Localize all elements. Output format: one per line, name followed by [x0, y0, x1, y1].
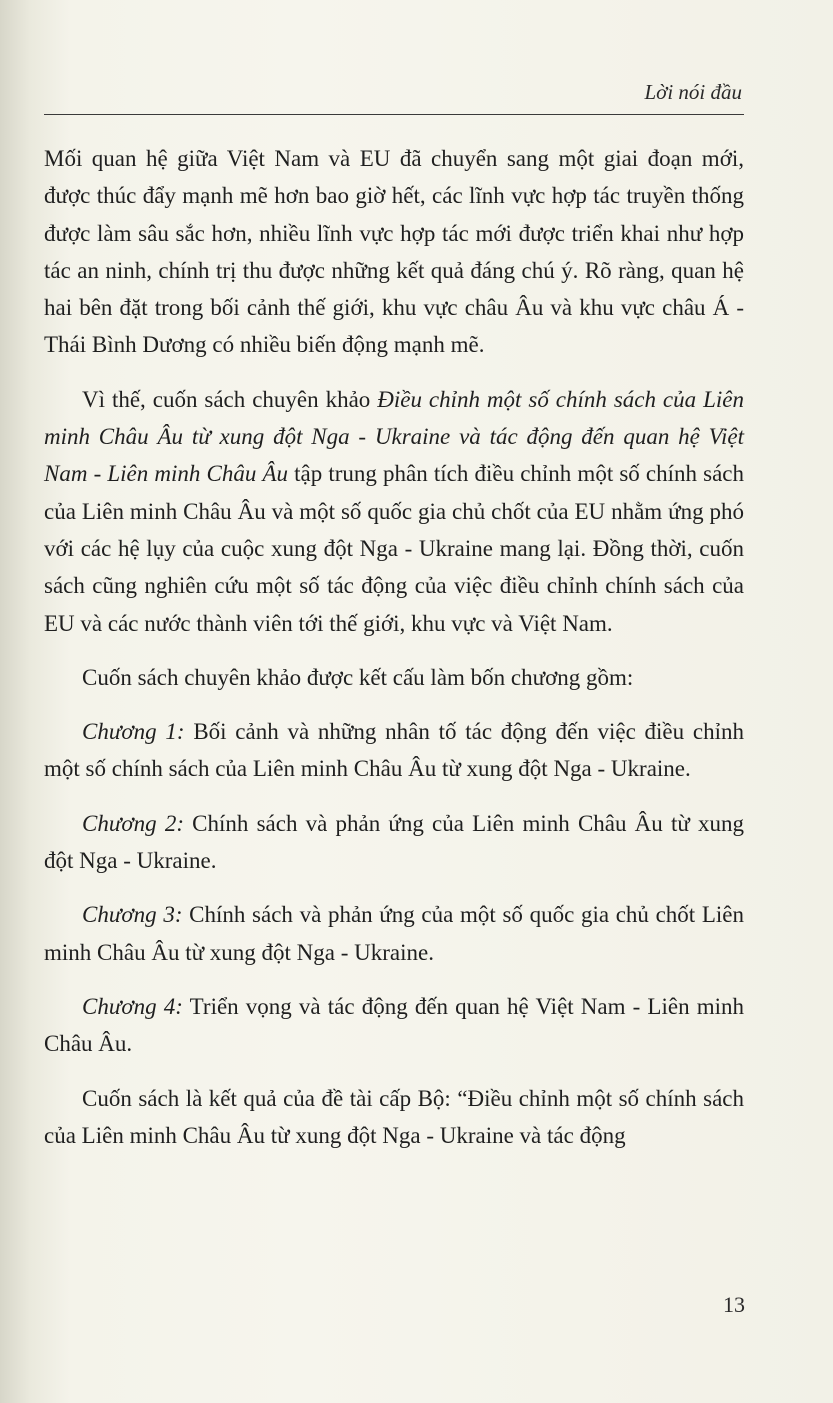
chapter-text: Chính sách và phản ứng của Liên minh Châu Âu từ xung đột Nga - Ukraine. [44, 810, 744, 874]
paragraph-rest-text: tập trung phân tích điều chỉnh một số chính sách của Liên minh Châu Âu và một số quốc gia chủ chốt của EU nhằm ứng phó với các hệ lụy của cuộc xung đột Nga - Ukraine mang lại. Đồng thời, cuốn sách cũng nghiên cứu một số tác động của việc điều chỉnh chính sách của EU và các nước thành viên tới thế giới, khu vực và Việt Nam. [44, 461, 744, 636]
page-number: 13 [723, 1292, 745, 1317]
chapter-item-4 [44, 988, 744, 1063]
chapter-text: Triển vọng và tác động đến quan hệ Việt Nam - Liên minh Châu Âu. [44, 993, 744, 1057]
chapter-item-2 [44, 805, 744, 880]
paragraph-lead-text: Vì thế, cuốn sách chuyên khảo [82, 386, 378, 412]
chapter-label: Chương 3: [82, 902, 183, 928]
chapter-label: Chương 2: [82, 810, 184, 836]
paragraph-book-description [44, 381, 744, 642]
book-title: Điều chỉnh một số chính sách của Liên minh Châu Âu từ xung đột Nga - Ukraine và tác động đến quan hệ Việt Nam - Liên minh Châu Âu [44, 386, 744, 487]
header-title: Lời nói đầu [644, 80, 742, 104]
page-body [44, 140, 744, 1171]
running-header [44, 74, 744, 115]
chapter-label: Chương 1: [82, 719, 185, 745]
chapter-item-3 [44, 896, 744, 971]
paragraph-intro: Mối quan hệ giữa Việt Nam và EU đã chuyển sang một giai đoạn mới, được thúc đẩy mạnh mẽ hơn bao giờ hết, các lĩnh vực hợp tác truyền thống được làm sâu sắc hơn, nhiều lĩnh vực hợp tác mới được triển khai như hợp tác an ninh, chính trị thu được những kết quả đáng chú ý. Rõ ràng, quan hệ hai bên đặt trong bối cảnh thế giới, khu vực châu Âu và khu vực châu Á - Thái Bình Dương có nhiều biến động mạnh mẽ. [44, 146, 744, 358]
chapter-label: Chương 4: [82, 993, 183, 1019]
chapter-text: Bối cảnh và những nhân tố tác động đến việc điều chỉnh một số chính sách của Liên minh Châu Âu từ xung đột Nga - Ukraine. [44, 719, 744, 782]
chapter-item-1 [44, 713, 744, 788]
paragraph-structure: Cuốn sách chuyên khảo được kết cấu làm bốn chương gồm: [82, 664, 634, 690]
chapter-text: Chính sách và phản ứng của một số quốc gia chủ chốt Liên minh Châu Âu từ xung đột Nga - Ukraine. [44, 902, 744, 965]
paragraph-conclusion: Cuốn sách là kết quả của đề tài cấp Bộ: “Điều chỉnh một số chính sách của Liên minh Châu Âu từ xung đột Nga - Ukraine và tác động [44, 1085, 744, 1148]
